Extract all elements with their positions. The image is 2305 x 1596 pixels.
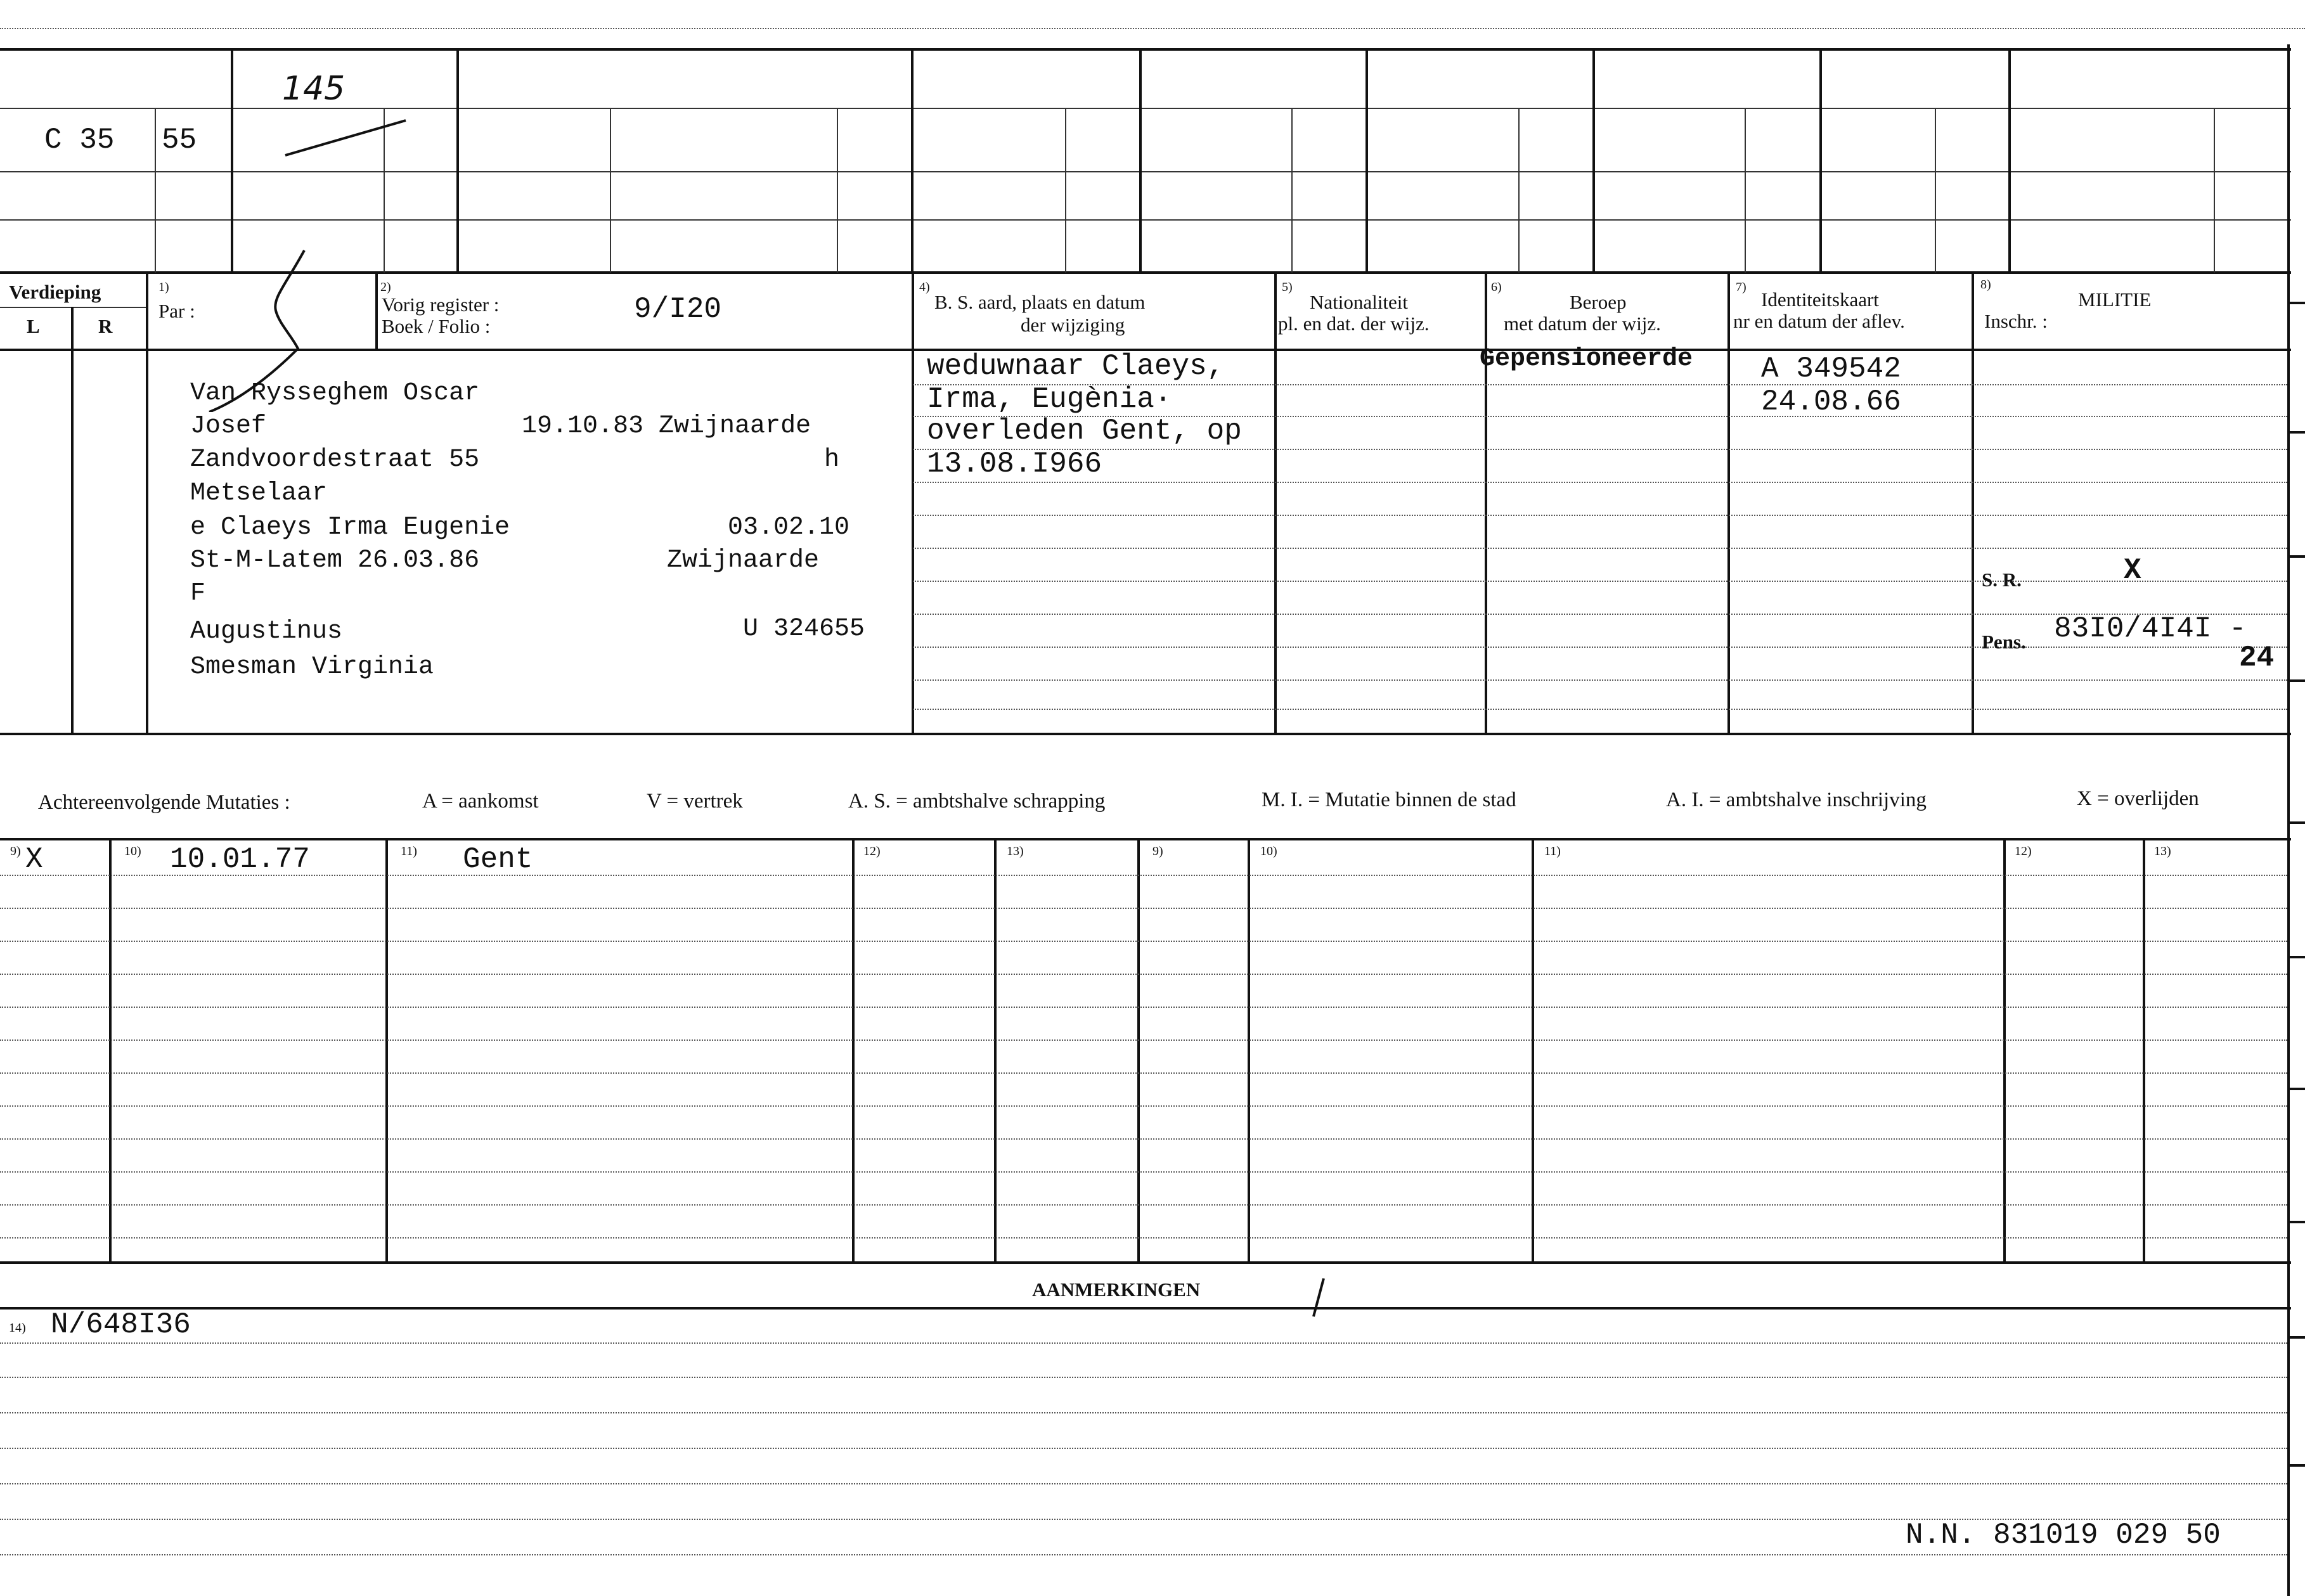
mutation-col-num: 12) [2015, 844, 2032, 858]
mutation-date: 10.01.77 [170, 843, 310, 876]
col6-line2: met datum der wijz. [1504, 312, 1661, 335]
col7-num: 7) [1736, 280, 1747, 294]
top-handwritten-number: 145 [282, 70, 345, 108]
person-line-left: Josef [190, 412, 267, 441]
top-code: C 35 [44, 124, 115, 157]
beroep-value: Gepensioneerde [1480, 345, 1693, 373]
mutation-col-num: 10) [1260, 844, 1277, 858]
col4-line1: B. S. aard, plaats en datum [934, 291, 1146, 313]
mutation-place: Gent [463, 843, 533, 876]
verdieping-r: R [98, 315, 113, 337]
verdieping-l: L [27, 315, 40, 337]
col4-line2: der wijziging [1021, 314, 1125, 336]
col1-num: 1) [158, 280, 169, 294]
person-line-left: Smesman Virginia [190, 653, 434, 681]
remarks-value: N/648I36 [51, 1308, 191, 1341]
col5-line2: pl. en dat. der wijz. [1278, 312, 1430, 335]
col2-line1: Vorig register : [382, 293, 500, 316]
person-line-left: Metselaar [190, 479, 328, 508]
col4-num: 4) [919, 280, 930, 294]
legend-item: A. I. = ambtshalve inschrijving [1666, 788, 1927, 811]
mutation-col-num: 10) [124, 844, 141, 858]
national-number: N.N. 831019 029 50 [1906, 1519, 2221, 1552]
top-number: 55 [162, 124, 197, 157]
col1-label: Par : [158, 300, 195, 322]
col6-num: 6) [1491, 280, 1502, 294]
person-line-right: h [824, 446, 840, 474]
remarks-num: 14) [9, 1321, 26, 1335]
remarks-tick-mark [1306, 1275, 1331, 1320]
mutation-col-num: 9) [10, 844, 21, 858]
bs-change-line: Irma, Eugènia· [927, 383, 1172, 416]
legend-item: A = aankomst [422, 790, 539, 813]
legend-item: A. S. = ambtshalve schrapping [848, 790, 1106, 813]
mutation-col-num: 11) [1544, 844, 1561, 858]
person-line-right: 19.10.83 Zwijnaarde [522, 412, 811, 441]
col2-line2: Boek / Folio : [382, 315, 491, 337]
col2-num: 2) [380, 280, 391, 294]
mutation-col-num: 12) [863, 844, 881, 858]
mutation-col-num: 13) [1007, 844, 1024, 858]
militie-pens-label: Pens. [1982, 631, 2026, 653]
col7-line2: nr en datum der aflev. [1733, 310, 1905, 332]
col5-num: 5) [1282, 280, 1293, 294]
militie-pens-value: 83I0/4I4I - [2054, 612, 2247, 645]
col5-line1: Nationaliteit [1310, 291, 1408, 313]
col8-title: MILITIE [2078, 288, 2152, 311]
identity-number: A 349542 [1761, 352, 1901, 385]
legend-item: X = overlijden [2077, 787, 2199, 810]
person-line-left: St-M-Latem 26.03.86 [190, 546, 480, 575]
col8-num: 8) [1980, 278, 1991, 292]
militie-sr-value: X [2124, 554, 2141, 587]
mutation-type: X [25, 843, 43, 876]
person-line-left: Van Rysseghem Oscar [190, 379, 480, 408]
militie-sr-label: S. R. [1982, 569, 2022, 591]
bs-change-line: weduwnaar Claeys, [927, 350, 1225, 383]
remarks-title: AANMERKINGEN [1032, 1278, 1201, 1301]
mutation-col-num: 13) [2154, 844, 2171, 858]
col8-inschr: Inschr. : [1984, 310, 2048, 332]
person-line-left: Zandvoordestraat 55 [190, 446, 480, 474]
person-line-left: F [190, 579, 206, 608]
person-line-right: U 324655 [743, 615, 865, 643]
person-line-right: 03.02.10 [728, 513, 850, 542]
mutation-col-num: 11) [401, 844, 417, 858]
legend-title: Achtereenvolgende Mutaties : [38, 791, 290, 814]
militie-pens-suffix: 24 [2239, 641, 2275, 674]
col2-value: 9/I20 [634, 293, 722, 326]
person-line-left: e Claeys Irma Eugenie [190, 513, 510, 542]
verdieping-label: Verdieping [9, 281, 101, 303]
person-line-right: Zwijnaarde [667, 546, 820, 575]
bs-change-line: overleden Gent, op [927, 415, 1242, 447]
mutation-col-num: 9) [1152, 844, 1163, 858]
legend-item: M. I. = Mutatie binnen de stad [1262, 788, 1516, 811]
bs-change-line: 13.08.I966 [927, 447, 1102, 480]
col6-line1: Beroep [1570, 291, 1627, 313]
identity-date: 24.08.66 [1761, 385, 1901, 418]
legend-item: V = vertrek [647, 790, 743, 813]
person-line-left: Augustinus [190, 617, 343, 646]
col7-line1: Identiteitskaart [1761, 288, 1879, 311]
strike-through-mark [279, 114, 425, 165]
